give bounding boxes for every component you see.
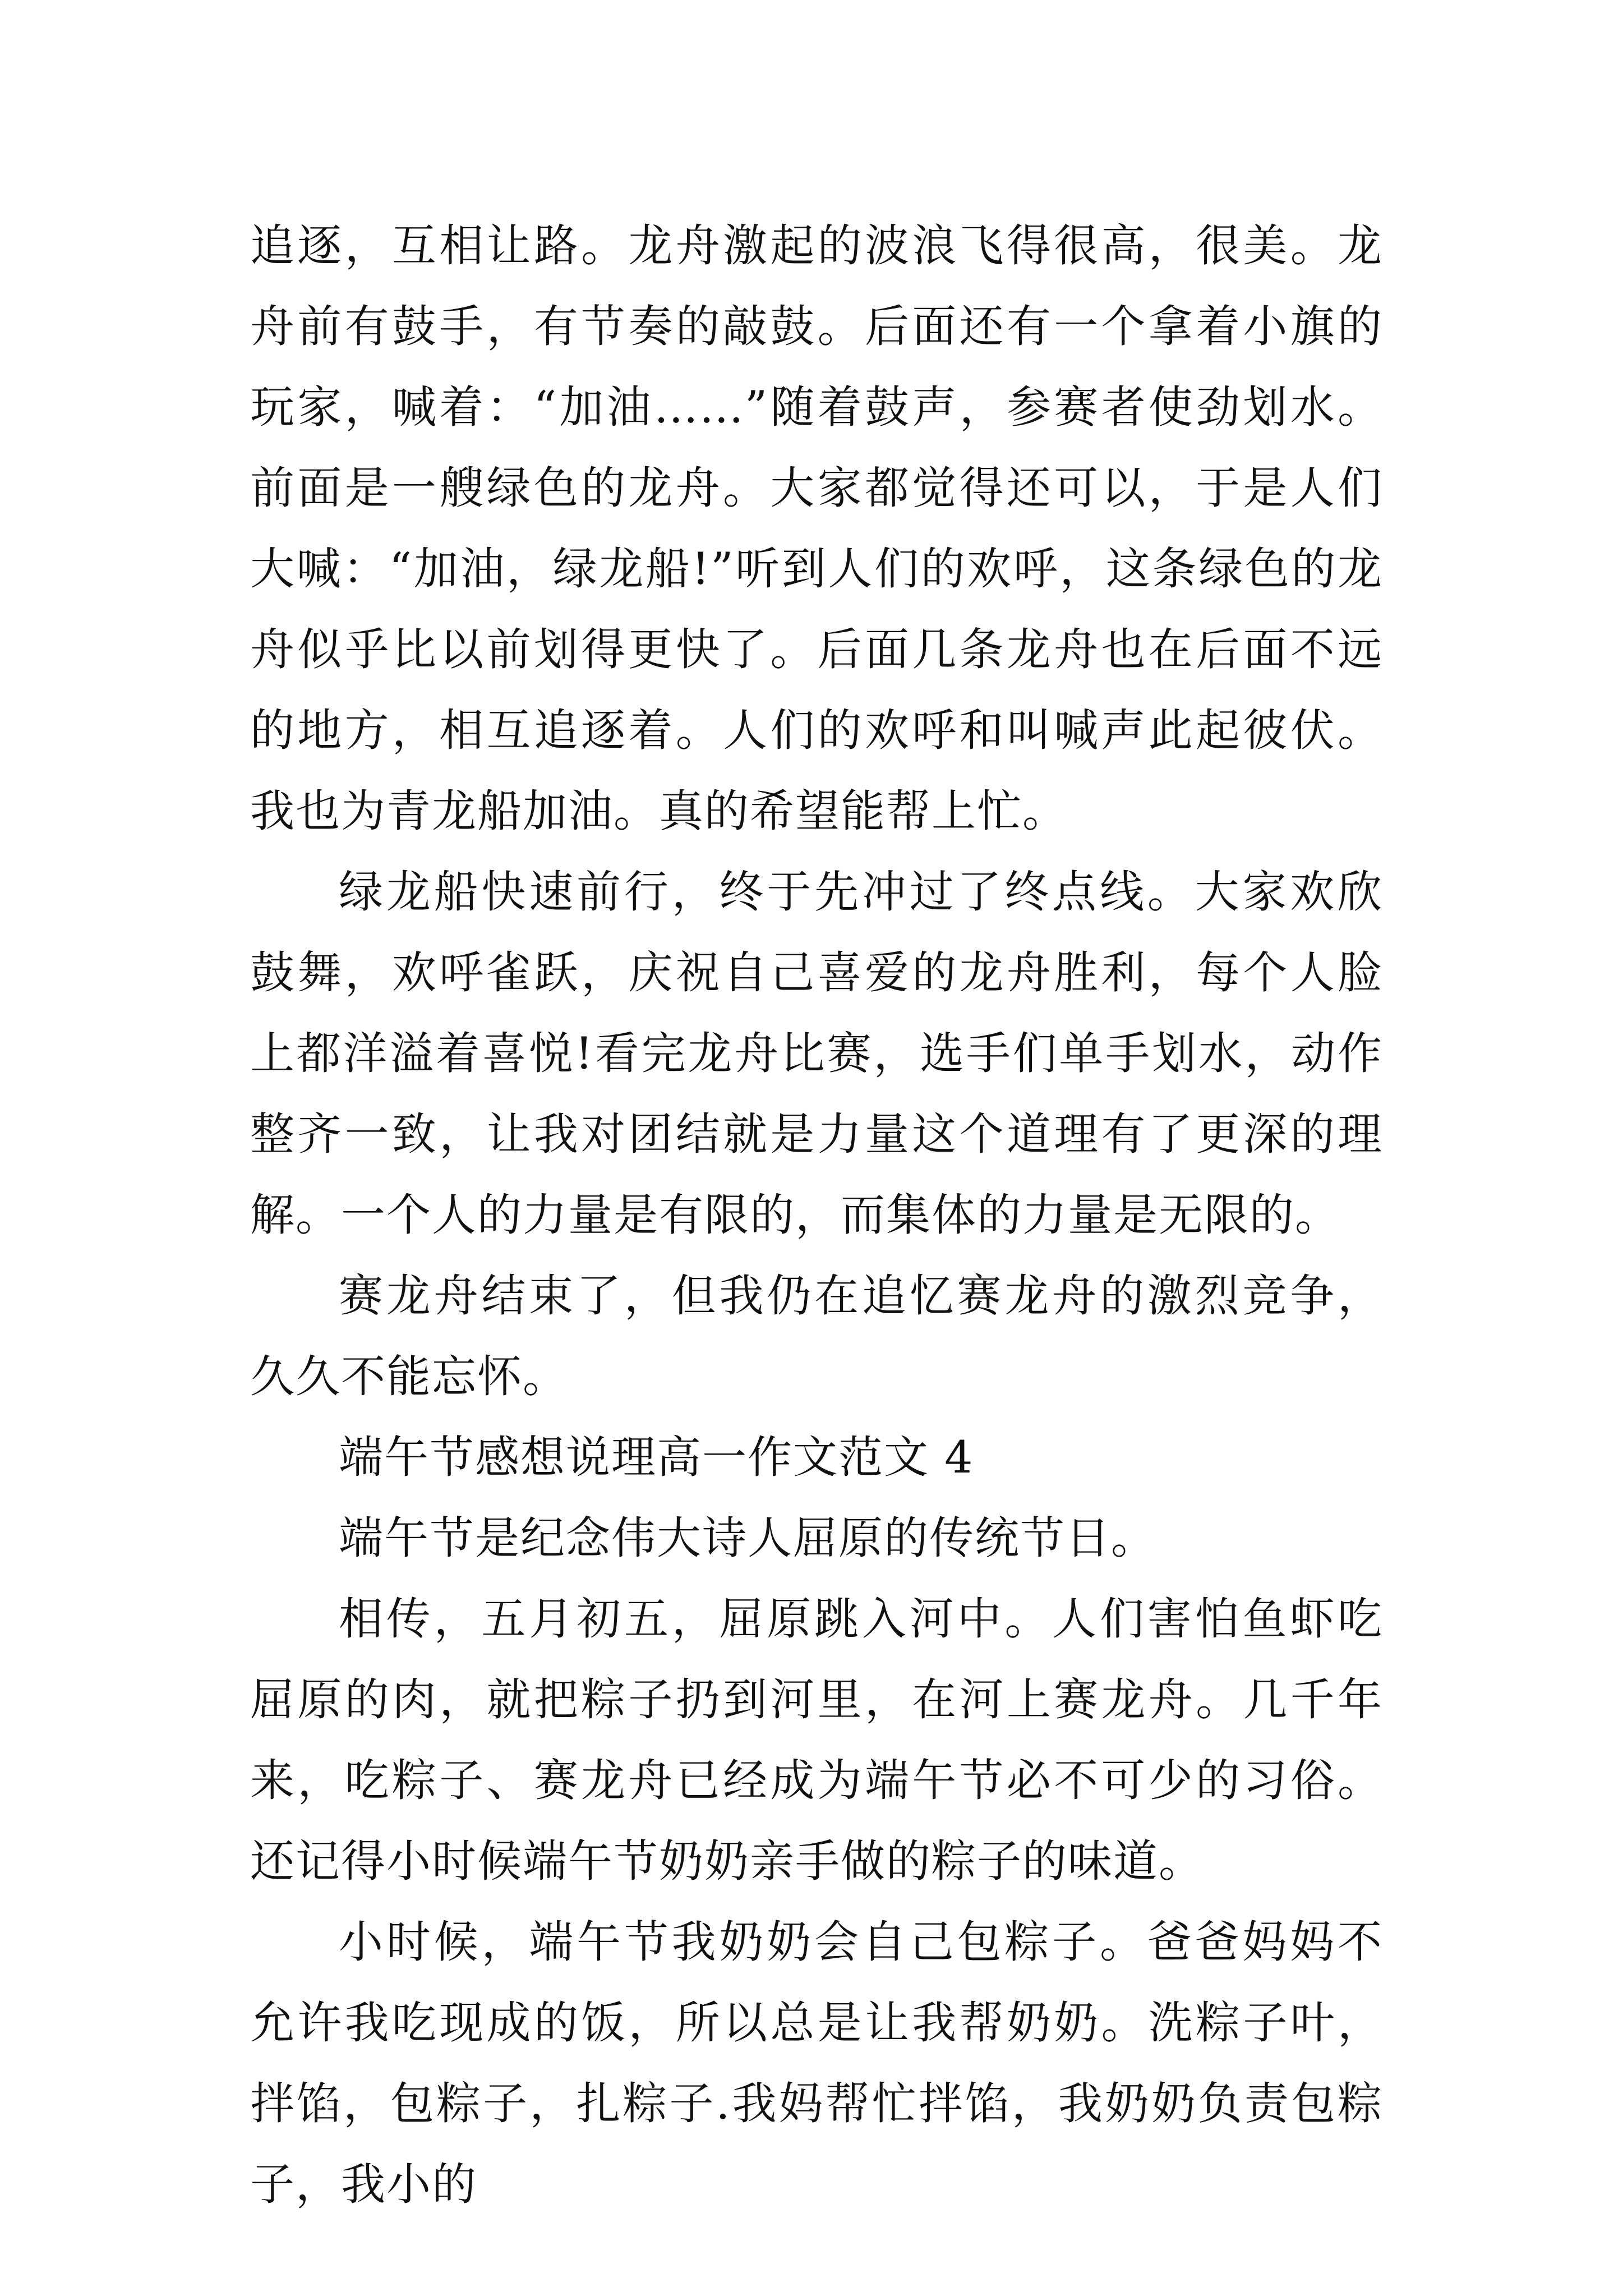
paragraph: 小时候，端午节我奶奶会自己包粽子。爸爸妈妈不允许我吃现成的饭，所以总是让我帮奶奶。洗粽子叶，拌馅，包粽子，扎粽子.我妈帮忙拌馅，我奶奶负责包粽子，我小的	[250, 1916, 1383, 2210]
document-body	[250, 205, 1383, 2225]
paragraph: 端午节是纪念伟大诗人屈原的传统节日。	[339, 1512, 1156, 1564]
paragraph-continuation: 追逐，互相让路。龙舟激起的波浪飞得很高，很美。龙舟前有鼓手，有节奏的敲鼓。后面还有一个拿着小旗的玩家，喊着：“加油……”随着鼓声，参赛者使劲划水。前面是一艘绿色的龙舟。大家都觉得还可以，于是人们大喊：“加油，绿龙船!”听到人们的欢呼，这条绿色的龙舟似乎比以前划得更快了。后面几条龙舟也在后面不远的地方，相互追逐着。人们的欢呼和叫喊声此起彼伏。我也为青龙船加油。真的希望能帮上忙。	[250, 220, 1383, 837]
paragraph: 相传，五月初五，屈原跳入河中。人们害怕鱼虾吃屈原的肉，就把粽子扔到河里，在河上赛龙舟。几千年来，吃粽子、赛龙舟已经成为端午节必不可少的习俗。还记得小时候端午节奶奶亲手做的粽子的味道。	[250, 1593, 1383, 1887]
paragraph: 赛龙舟结束了，但我仍在追忆赛龙舟的激烈竞争，久久不能忘怀。	[250, 1270, 1383, 1402]
section-heading: 端午节感想说理高一作文范文 4	[339, 1432, 974, 1483]
paragraph: 绿龙船快速前行，终于先冲过了终点线。大家欢欣鼓舞，欢呼雀跃，庆祝自己喜爱的龙舟胜利，每个人脸上都洋溢着喜悦!看完龙舟比赛，选手们单手划水，动作整齐一致，让我对团结就是力量这个道理有了更深的理解。一个人的力量是有限的，而集体的力量是无限的。	[250, 866, 1383, 1241]
